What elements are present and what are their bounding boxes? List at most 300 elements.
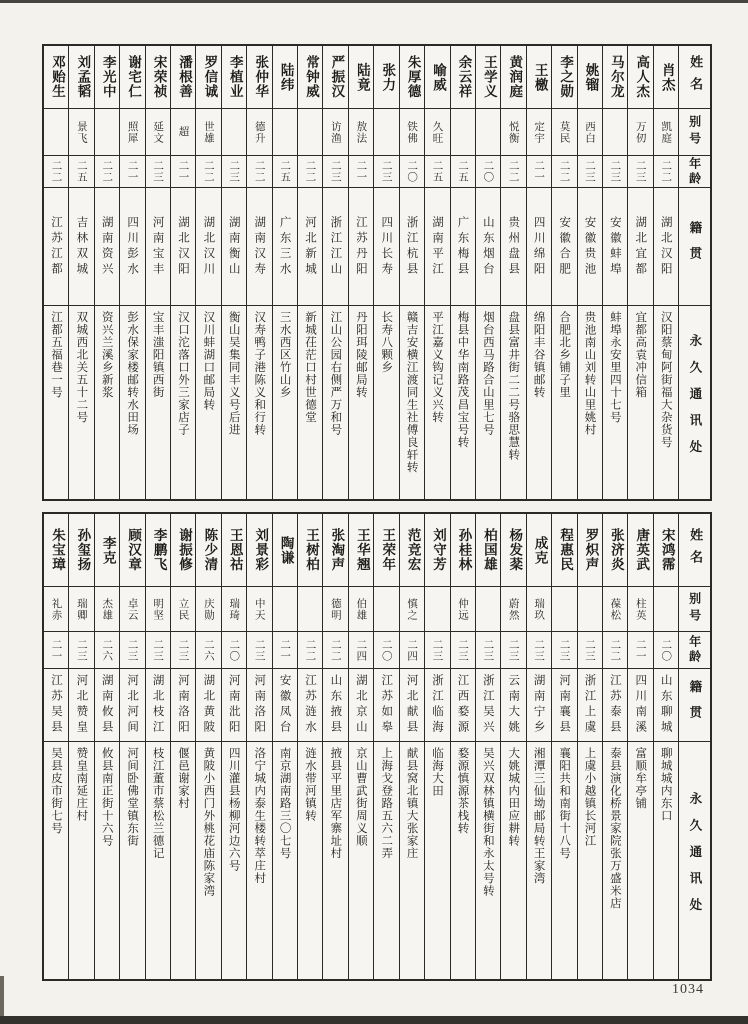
- person-alias: [298, 587, 322, 632]
- person-age: 二一: [171, 156, 195, 188]
- person-column: [399, 46, 424, 499]
- person-age: 二六: [95, 632, 119, 669]
- header-column: [678, 514, 710, 979]
- page-number: 1034: [672, 982, 704, 997]
- directory-table-top: [42, 44, 712, 501]
- person-alias: 万仞: [628, 109, 652, 156]
- person-name: 张济炎: [603, 514, 627, 587]
- person-age: 二三: [578, 632, 602, 669]
- person-alias: [374, 109, 398, 156]
- person-age: 二五: [273, 156, 297, 188]
- person-alias: 德升: [247, 109, 271, 156]
- person-address: 三水西区竹山乡: [278, 311, 293, 399]
- person-column: [475, 46, 500, 499]
- person-address: 婺源慎源茶栈转: [456, 747, 471, 835]
- person-age: 二二: [654, 156, 678, 188]
- person-address: 江都五福巷一号: [49, 311, 64, 399]
- person-column: [424, 46, 449, 499]
- person-alias: [374, 587, 398, 632]
- person-alias: [654, 587, 678, 632]
- person-origin: 湖北汉阳: [654, 188, 678, 306]
- person-name: 陶谦: [273, 514, 297, 587]
- person-alias: 凯庭: [654, 109, 678, 156]
- person-age: 二三: [323, 156, 347, 188]
- person-alias: 照犀: [120, 109, 144, 156]
- person-origin: 江西婺源: [451, 669, 475, 742]
- person-alias: [222, 109, 246, 156]
- person-name: 肖杰: [654, 46, 678, 109]
- person-address: 赞皇南延庄村: [75, 747, 90, 822]
- person-alias: 杰雄: [95, 587, 119, 632]
- person-origin: 湖北宜都: [628, 188, 652, 306]
- person-name: 姚镏: [578, 46, 602, 109]
- person-column: [195, 46, 220, 499]
- person-column: [221, 46, 246, 499]
- person-origin: 湖北汉川: [196, 188, 220, 306]
- person-age: 二三: [222, 156, 246, 188]
- person-column: [272, 46, 297, 499]
- person-origin: 河北赞皇: [69, 669, 93, 742]
- person-origin: 广东梅县: [451, 188, 475, 306]
- person-age: 二二: [95, 156, 119, 188]
- person-alias: [425, 587, 449, 632]
- person-origin: 河北新城: [298, 188, 322, 306]
- person-origin: 山东烟台: [476, 188, 500, 306]
- header-name: 姓名: [679, 514, 710, 587]
- person-origin: 江苏丹阳: [349, 188, 373, 306]
- person-name: 王荣年: [374, 514, 398, 587]
- person-age: 二三: [247, 632, 271, 669]
- person-age: 二二: [247, 156, 271, 188]
- person-age: 二二: [323, 632, 347, 669]
- header-column: [678, 46, 710, 499]
- person-column: [170, 514, 195, 979]
- person-age: 二三: [451, 632, 475, 669]
- person-address: 蚌埠永安里四十七号: [608, 311, 623, 424]
- person-age: 二三: [578, 156, 602, 188]
- person-alias: 瑞卿: [69, 587, 93, 632]
- person-alias: 铁佛: [400, 109, 424, 156]
- person-address: 汉阳蔡甸阿街福大杂货号: [659, 311, 674, 449]
- person-name: 刘景彩: [247, 514, 271, 587]
- person-address: 湘潭三仙坳邮局转王家湾: [532, 747, 547, 885]
- person-address: 聊城城内东口: [659, 747, 674, 822]
- header-address: 永久通讯处: [687, 791, 703, 925]
- person-column: [348, 514, 373, 979]
- person-column: [246, 514, 271, 979]
- person-origin: 江苏泰县: [603, 669, 627, 742]
- person-name: 高人杰: [628, 46, 652, 109]
- person-alias: 超: [171, 109, 195, 156]
- person-age: 二三: [527, 632, 551, 669]
- person-age: 二二: [603, 632, 627, 669]
- person-name: 王学义: [476, 46, 500, 109]
- person-origin: 湖北枝江: [146, 669, 170, 742]
- person-column: [577, 514, 602, 979]
- person-name: 陆竟: [349, 46, 373, 109]
- person-column: [577, 46, 602, 499]
- person-alias: 卓云: [120, 587, 144, 632]
- person-address: 大姚城内田应耕转: [507, 747, 522, 847]
- person-column: [145, 514, 170, 979]
- person-alias: 明坚: [146, 587, 170, 632]
- person-column: [68, 46, 93, 499]
- person-address: 偃邑谢家村: [176, 747, 191, 810]
- header-address: 永久通讯处: [687, 333, 703, 467]
- person-name: 李鹏飞: [146, 514, 170, 587]
- person-address: 临海大田: [431, 747, 446, 797]
- person-address: 上海戈登路五六二弄: [380, 747, 395, 860]
- person-column: [94, 514, 119, 979]
- person-address: 攸县南正街十六号: [100, 747, 115, 847]
- person-alias: 悦衡: [501, 109, 525, 156]
- person-column: [373, 46, 398, 499]
- person-column: [170, 46, 195, 499]
- person-age: 二一: [628, 632, 652, 669]
- person-address: 四川灌县杨柳河边六号: [227, 747, 242, 872]
- person-origin: 安徽蚌埠: [603, 188, 627, 306]
- header-alias: 别号: [679, 587, 710, 632]
- person-address: 梅县中华南路茂昌宝号转: [456, 311, 471, 449]
- person-name: 顾汉章: [120, 514, 144, 587]
- person-age: 二五: [451, 156, 475, 188]
- person-name: 朱宝璋: [44, 514, 68, 587]
- person-name: 张淘声: [323, 514, 347, 587]
- person-age: 二〇: [222, 632, 246, 669]
- scan-edge-bottom: [0, 1016, 748, 1024]
- person-age: 二四: [400, 632, 424, 669]
- person-alias: [95, 109, 119, 156]
- person-address: 汉川蚌湖口邮局转: [202, 311, 217, 411]
- person-age: 二二: [501, 156, 525, 188]
- header-alias: 别号: [679, 109, 710, 156]
- person-origin: 贵州盘县: [501, 188, 525, 306]
- person-column: [602, 514, 627, 979]
- person-name: 李光中: [95, 46, 119, 109]
- person-address: 宝丰滍阳镇西街: [151, 311, 166, 399]
- person-origin: 四川绵阳: [527, 188, 551, 306]
- person-address: 河间卧佛堂镇东街: [126, 747, 141, 847]
- person-age: 二三: [476, 632, 500, 669]
- person-alias: [44, 109, 68, 156]
- person-address: 襄阳共和南街十八号: [558, 747, 573, 860]
- person-alias: 莫民: [552, 109, 576, 156]
- person-age: 二二: [298, 156, 322, 188]
- person-origin: 云南大姚: [501, 669, 525, 742]
- person-age: 二二: [552, 156, 576, 188]
- person-name: 严振汉: [323, 46, 347, 109]
- person-name: 陈少清: [196, 514, 220, 587]
- person-column: [551, 514, 576, 979]
- person-age: 二五: [425, 156, 449, 188]
- person-age: 二二: [196, 156, 220, 188]
- person-address: 汉口沱落口外三家店子: [176, 311, 191, 436]
- person-alias: 景飞: [69, 109, 93, 156]
- person-age: 二三: [501, 632, 525, 669]
- person-column: [551, 46, 576, 499]
- person-origin: 河南洛阳: [171, 669, 195, 742]
- scan-edge-top: [0, 0, 748, 3]
- person-origin: 湖南衡山: [222, 188, 246, 306]
- person-alias: [273, 109, 297, 156]
- person-alias: [552, 587, 576, 632]
- person-address: 资兴兰溪乡新浆: [100, 311, 115, 399]
- person-alias: 蔚然: [501, 587, 525, 632]
- person-column: [399, 514, 424, 979]
- person-name: 朱厚德: [400, 46, 424, 109]
- scan-edge-left-shadow: [0, 976, 4, 1016]
- person-origin: 河北河间: [120, 669, 144, 742]
- person-alias: [273, 587, 297, 632]
- person-age: 二〇: [476, 156, 500, 188]
- person-name: 常钟威: [298, 46, 322, 109]
- person-address: 合肥北乡铺子里: [558, 311, 573, 399]
- person-origin: 湖南平江: [425, 188, 449, 306]
- person-name: 刘孟韬: [69, 46, 93, 109]
- person-age: 二二: [298, 632, 322, 669]
- person-age: 二〇: [400, 156, 424, 188]
- person-alias: 延文: [146, 109, 170, 156]
- person-column: [373, 514, 398, 979]
- person-column: [526, 46, 551, 499]
- person-address: 江山公园右侧严万和号: [329, 311, 344, 436]
- person-address: 盘县富井街二二号骆思慧转: [507, 311, 522, 461]
- person-alias: [578, 587, 602, 632]
- person-age: 二二: [44, 156, 68, 188]
- person-age: 二一: [273, 632, 297, 669]
- person-name: 潘根善: [171, 46, 195, 109]
- person-column: [297, 46, 322, 499]
- person-origin: 湖南宁乡: [527, 669, 551, 742]
- person-origin: 河南沘阳: [222, 669, 246, 742]
- person-alias: 礼赤: [44, 587, 68, 632]
- person-age: 二三: [69, 632, 93, 669]
- person-name: 孙玺扬: [69, 514, 93, 587]
- person-alias: 久旺: [425, 109, 449, 156]
- person-address: 涟水带河镇转: [304, 747, 319, 822]
- person-alias: 西白: [578, 109, 602, 156]
- person-column: [44, 46, 68, 499]
- person-column: [450, 514, 475, 979]
- person-address: 彭水保家楼邮转水田场: [126, 311, 141, 436]
- person-address: 富顺牟亭铺: [634, 747, 649, 810]
- person-alias: 柱英: [628, 587, 652, 632]
- person-column: [195, 514, 220, 979]
- person-column: [68, 514, 93, 979]
- person-alias: 瑞玖: [527, 587, 551, 632]
- person-alias: 敖法: [349, 109, 373, 156]
- person-origin: 湖南资兴: [95, 188, 119, 306]
- person-origin: 江苏吴县: [44, 669, 68, 742]
- person-alias: 仲远: [451, 587, 475, 632]
- person-name: 谢振修: [171, 514, 195, 587]
- person-origin: 浙江临海: [425, 669, 449, 742]
- person-name: 李植业: [222, 46, 246, 109]
- header-name: 姓名: [679, 46, 710, 109]
- person-column: [526, 514, 551, 979]
- person-origin: 江苏如皋: [374, 669, 398, 742]
- person-column: [272, 514, 297, 979]
- person-origin: 四川南溪: [628, 669, 652, 742]
- person-column: [475, 514, 500, 979]
- person-origin: 吉林双城: [69, 188, 93, 306]
- person-column: [500, 46, 525, 499]
- person-address: 双城西北关五十二号: [75, 311, 90, 424]
- person-address: 贵池南山刘转山里姚村: [583, 311, 598, 436]
- header-origin: 籍贯: [679, 669, 710, 742]
- person-name: 张力: [374, 46, 398, 109]
- person-column: [602, 46, 627, 499]
- person-name: 柏国雄: [476, 514, 500, 587]
- person-origin: 江苏江都: [44, 188, 68, 306]
- person-name: 李之勋: [552, 46, 576, 109]
- person-address: 丹阳珥陵邮局转: [354, 311, 369, 399]
- person-name: 程惠民: [552, 514, 576, 587]
- directory-table-bottom: [42, 512, 712, 981]
- person-name: 罗炽声: [578, 514, 602, 587]
- person-origin: 广东三水: [273, 188, 297, 306]
- person-address: 上虞小越镇长河江: [583, 747, 598, 847]
- person-age: 二三: [146, 156, 170, 188]
- person-alias: [476, 587, 500, 632]
- person-age: 二三: [628, 156, 652, 188]
- person-column: [297, 514, 322, 979]
- person-name: 孙桂林: [451, 514, 475, 587]
- person-column: [450, 46, 475, 499]
- person-column: [322, 514, 347, 979]
- person-address: 洛宁城内泰生楼转萃庄村: [253, 747, 268, 885]
- person-column: [119, 514, 144, 979]
- person-age: 二一: [44, 632, 68, 669]
- header-age: 年龄: [679, 156, 710, 188]
- person-alias: 世雄: [196, 109, 220, 156]
- person-alias: 葆松: [603, 587, 627, 632]
- person-age: 二三: [146, 632, 170, 669]
- person-age: 二〇: [654, 632, 678, 669]
- person-name: 余云祥: [451, 46, 475, 109]
- person-alias: [451, 109, 475, 156]
- person-column: [653, 46, 678, 499]
- person-column: [119, 46, 144, 499]
- person-column: [627, 46, 652, 499]
- person-name: 杨发棻: [501, 514, 525, 587]
- person-age: 二三: [374, 156, 398, 188]
- person-alias: 庆勋: [196, 587, 220, 632]
- person-name: 范竞宏: [400, 514, 424, 587]
- person-age: 二五: [69, 156, 93, 188]
- person-column: [500, 514, 525, 979]
- person-age: 二一: [349, 156, 373, 188]
- person-age: 二四: [349, 632, 373, 669]
- person-address: 献县窝北镇大张家庄: [405, 747, 420, 860]
- person-age: 二三: [603, 156, 627, 188]
- person-address: 绵阳丰谷镇邮转: [532, 311, 547, 399]
- person-age: 二三: [425, 632, 449, 669]
- person-address: 烟台西马路合山里七号: [481, 311, 496, 436]
- person-column: [44, 514, 68, 979]
- person-name: 张仲华: [247, 46, 271, 109]
- person-alias: 访渔: [323, 109, 347, 156]
- person-name: 成克: [527, 514, 551, 587]
- person-name: 谢宅仁: [120, 46, 144, 109]
- person-age: 二三: [552, 632, 576, 669]
- person-address: 吴县皮市街七号: [49, 747, 64, 835]
- person-address: 南京湖南路三〇七号: [278, 747, 293, 860]
- person-column: [94, 46, 119, 499]
- person-origin: 河北献县: [400, 669, 424, 742]
- directory-tables: [42, 44, 712, 981]
- person-name: 王华翘: [349, 514, 373, 587]
- person-name: 唐英武: [628, 514, 652, 587]
- person-age: 二一: [527, 156, 551, 188]
- person-alias: [476, 109, 500, 156]
- person-address: 吴兴双林镇横街和永太号转: [481, 747, 496, 897]
- person-name: 陆纬: [273, 46, 297, 109]
- person-origin: 安徽贵池: [578, 188, 602, 306]
- person-origin: 浙江江山: [323, 188, 347, 306]
- person-alias: 立民: [171, 587, 195, 632]
- person-alias: 中天: [247, 587, 271, 632]
- person-name: 喻威: [425, 46, 449, 109]
- person-address: 黄陂小西门外桃花庙陈家湾: [202, 747, 217, 897]
- person-origin: 湖南攸县: [95, 669, 119, 742]
- person-origin: 河南宝丰: [146, 188, 170, 306]
- person-name: 罗信诚: [196, 46, 220, 109]
- person-name: 黄润庭: [501, 46, 525, 109]
- person-name: 王恩祜: [222, 514, 246, 587]
- person-origin: 江苏涟水: [298, 669, 322, 742]
- person-address: 京山曹武街周义顺: [354, 747, 369, 847]
- person-origin: 山东掖县: [323, 669, 347, 742]
- person-origin: 安徽凤台: [273, 669, 297, 742]
- person-origin: 湖北京山: [349, 669, 373, 742]
- person-age: 二六: [196, 632, 220, 669]
- person-origin: 河南洛阳: [247, 669, 271, 742]
- person-origin: 浙江杭县: [400, 188, 424, 306]
- person-name: 李克: [95, 514, 119, 587]
- header-age: 年龄: [679, 632, 710, 669]
- person-address: 汉寿鸭子港陈义和行转: [253, 311, 268, 436]
- person-age: 二三: [171, 632, 195, 669]
- person-origin: 山东聊城: [654, 669, 678, 742]
- person-address: 长寿八颗乡: [380, 311, 395, 374]
- person-address: 掖县平里店军寨址村: [329, 747, 344, 860]
- person-column: [322, 46, 347, 499]
- person-alias: [298, 109, 322, 156]
- person-column: [348, 46, 373, 499]
- person-alias: 慎之: [400, 587, 424, 632]
- person-age: 二一: [120, 156, 144, 188]
- person-address: 泰县演化桥景家院张万盛米店: [608, 747, 623, 910]
- person-name: 马尔龙: [603, 46, 627, 109]
- person-address: 宜都高袁冲信箱: [634, 311, 649, 399]
- person-age: 二三: [120, 632, 144, 669]
- person-name: 邓贻生: [44, 46, 68, 109]
- person-origin: 湖北汉阳: [171, 188, 195, 306]
- person-alias: 定宇: [527, 109, 551, 156]
- person-origin: 四川长寿: [374, 188, 398, 306]
- person-column: [627, 514, 652, 979]
- person-address: 平江嘉义钩记义兴转: [431, 311, 446, 424]
- person-origin: 河南襄县: [552, 669, 576, 742]
- person-address: 枝江董市蔡松兰德记: [151, 747, 166, 860]
- person-column: [221, 514, 246, 979]
- person-origin: 四川彭水: [120, 188, 144, 306]
- person-name: 宋荣祯: [146, 46, 170, 109]
- person-name: 刘守芳: [425, 514, 449, 587]
- person-address: 赣吉安横江渡同生社傅良轩转: [405, 311, 420, 474]
- person-column: [424, 514, 449, 979]
